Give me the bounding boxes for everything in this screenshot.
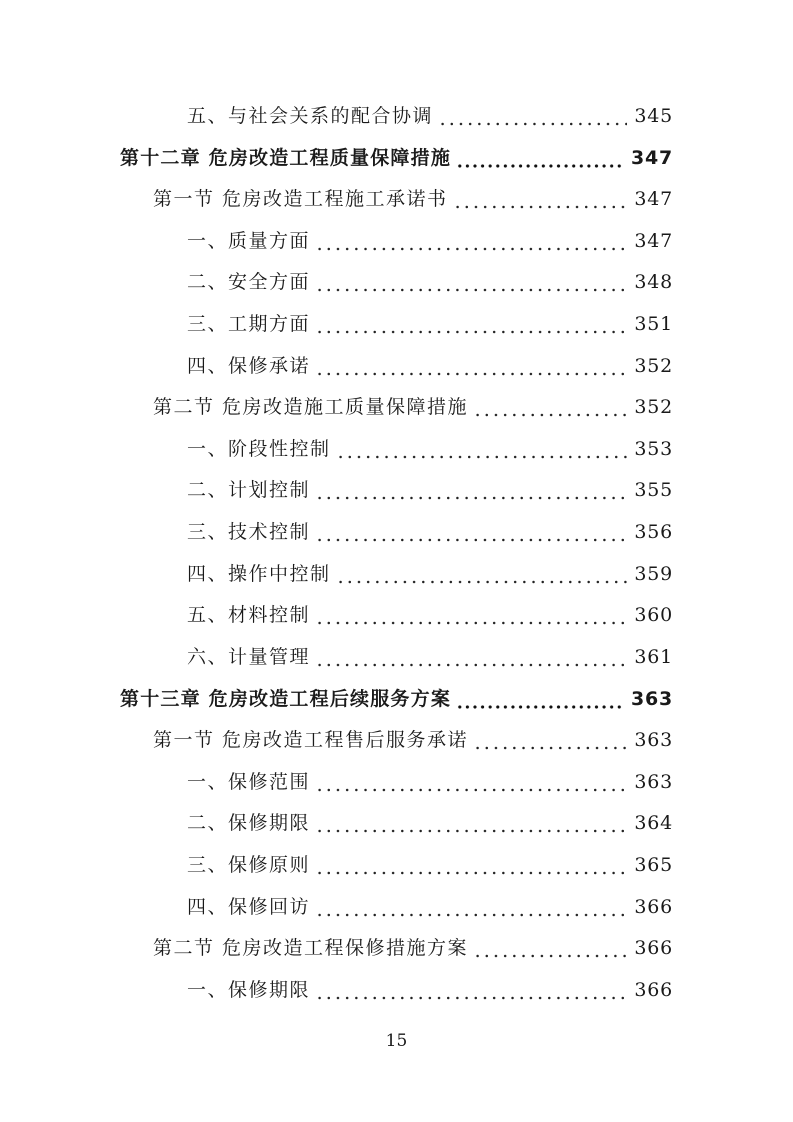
toc-entry-title: 六、计量管理 <box>187 645 311 668</box>
toc-section-entry <box>120 928 673 970</box>
toc-entry-page-number: 352 <box>634 354 673 377</box>
toc-entry-title: 三、保修原则 <box>187 853 311 876</box>
toc-item-entry <box>120 970 673 1012</box>
toc-entry-title: 第一节 危房改造工程施工承诺书 <box>153 188 448 211</box>
dot-leader <box>315 346 627 388</box>
toc-chapter-entry <box>120 679 673 721</box>
toc-item-entry <box>120 637 673 679</box>
toc-entry-page-number: 363 <box>630 687 673 710</box>
dot-leader <box>453 179 628 221</box>
toc-entry-page-number: 347 <box>634 229 673 252</box>
toc-entry-title: 第二节 危房改造工程保修措施方案 <box>153 937 469 960</box>
toc-entry-title: 第一节 危房改造工程售后服务承诺 <box>153 729 469 752</box>
dot-leader <box>336 429 628 471</box>
dot-leader <box>315 637 627 679</box>
toc-entry-page-number: 366 <box>634 895 673 918</box>
toc-entry-page-number: 361 <box>634 645 673 668</box>
toc-entry-page-number: 347 <box>634 188 673 211</box>
toc-entry-page-number: 364 <box>634 812 673 835</box>
toc-item-entry <box>120 470 673 512</box>
toc-item-entry <box>120 845 673 887</box>
toc-entry-page-number: 363 <box>634 770 673 793</box>
toc-section-entry <box>120 387 673 429</box>
toc-section-entry <box>120 720 673 762</box>
toc-entry-page-number: 365 <box>634 853 673 876</box>
table-of-contents <box>120 96 673 1011</box>
dot-leader <box>315 304 627 346</box>
dot-leader <box>315 470 627 512</box>
toc-entry-page-number: 351 <box>634 313 673 336</box>
toc-item-entry <box>120 221 673 263</box>
dot-leader <box>315 512 627 554</box>
toc-entry-page-number: 347 <box>630 146 673 169</box>
toc-entry-title: 第二节 危房改造施工质量保障措施 <box>153 396 469 419</box>
dot-leader <box>336 554 628 596</box>
toc-item-entry <box>120 554 673 596</box>
toc-entry-title: 二、安全方面 <box>187 271 311 294</box>
dot-leader <box>473 928 627 970</box>
toc-entry-title: 四、保修回访 <box>187 895 311 918</box>
toc-entry-page-number: 348 <box>634 271 673 294</box>
toc-entry-title: 二、保修期限 <box>187 812 311 835</box>
dot-leader <box>456 679 624 721</box>
toc-entry-page-number: 360 <box>634 604 673 627</box>
toc-entry-title: 四、操作中控制 <box>187 562 331 585</box>
toc-entry-title: 三、技术控制 <box>187 521 311 544</box>
page-number-footer: 15 <box>385 1031 408 1051</box>
toc-entry-title: 一、质量方面 <box>187 229 311 252</box>
toc-entry-page-number: 366 <box>634 978 673 1001</box>
toc-entry-title: 四、保修承诺 <box>187 354 311 377</box>
toc-entry-title: 五、与社会关系的配合协调 <box>187 105 434 127</box>
toc-entry-title: 一、保修期限 <box>187 978 311 1001</box>
toc-entry-page-number: 352 <box>634 396 673 419</box>
toc-item-entry <box>120 304 673 346</box>
toc-entry-page-number: 355 <box>634 479 673 502</box>
toc-item-entry <box>120 512 673 554</box>
toc-chapter-entry <box>120 138 673 180</box>
toc-entry-title: 一、保修范围 <box>187 770 311 793</box>
toc-entry-page-number: 353 <box>634 437 673 460</box>
toc-entry-page-number: 366 <box>634 937 673 960</box>
dot-leader <box>315 762 627 804</box>
dot-leader <box>438 96 627 138</box>
toc-item-entry <box>120 762 673 804</box>
dot-leader <box>315 845 627 887</box>
toc-entry-title: 五、材料控制 <box>187 604 311 627</box>
toc-entry-title: 第十二章 危房改造工程质量保障措施 <box>120 146 452 169</box>
dot-leader <box>315 887 627 929</box>
dot-leader <box>456 138 624 180</box>
toc-item-entry <box>120 262 673 304</box>
toc-entry-page-number: 345 <box>634 105 673 127</box>
toc-item-entry <box>120 803 673 845</box>
toc-entry-title: 一、阶段性控制 <box>187 437 331 460</box>
dot-leader <box>315 595 627 637</box>
dot-leader <box>473 387 627 429</box>
toc-item-entry <box>120 429 673 471</box>
dot-leader <box>315 970 627 1012</box>
toc-item-entry <box>120 346 673 388</box>
dot-leader <box>473 720 627 762</box>
toc-item-entry <box>120 595 673 637</box>
toc-item-entry <box>120 887 673 929</box>
toc-entry-page-number: 363 <box>634 729 673 752</box>
toc-entry-title: 二、计划控制 <box>187 479 311 502</box>
dot-leader <box>315 262 627 304</box>
toc-entry-title: 第十三章 危房改造工程后续服务方案 <box>120 687 452 710</box>
toc-entry-page-number: 356 <box>634 521 673 544</box>
toc-section-entry <box>120 179 673 221</box>
dot-leader <box>315 221 627 263</box>
toc-item-entry <box>120 96 673 138</box>
dot-leader <box>315 803 627 845</box>
toc-entry-title: 三、工期方面 <box>187 313 311 336</box>
toc-entry-page-number: 359 <box>634 562 673 585</box>
